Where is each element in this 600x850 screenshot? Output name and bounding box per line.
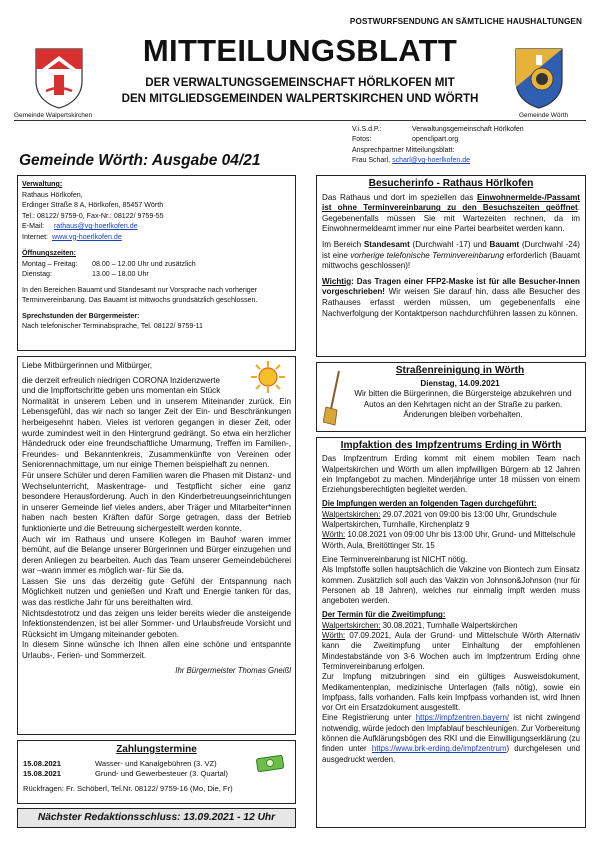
subtitle-line-2: DEN MITGLIEDSGEMEINDEN WALPERTSKIRCHEN UND WÖRTH — [121, 92, 479, 105]
broom-icon — [323, 369, 345, 431]
vaccination-location: Wörth: — [322, 631, 346, 641]
imprint-key: Ansprechpartner Mitteilungsblatt: — [352, 146, 455, 154]
letter-greeting: Liebe Mitbürgerinnen und Mitbürger, — [22, 361, 153, 370]
payment-date: 15.08.2021 — [23, 769, 62, 778]
letter-signature: Ihr Bürgermeister Thomas Gneißl — [175, 665, 291, 675]
vaccination-text: ist nicht zwingend notwendig, würde jedoch den Impfablauf beschleunigen. Zur Vorbereitung können die Aufklärungsbögen des RKI und die Einwilligungserklärung (zu finden unter — [322, 713, 580, 754]
administration-label: Verwaltung: — [22, 180, 63, 188]
hours-time: 08.00 – 12.00 Uhr und zusätzlich — [92, 259, 196, 268]
visitor-text-strong: Standesamt — [363, 239, 410, 249]
visitor-text: Wir weisen Sie darauf hin, dass alle Besucher des Rathauses erfasst werden müssen, um gegebenenfalls eine Nachverfolgung der Kontaktperson nachdurchführen lassen zu können. — [322, 287, 580, 318]
address-line: Rathaus Hörlkofen, — [22, 190, 83, 199]
vaccination-text: 07.09.2021, Aula der Grund- und Mittelschule Wörth Alternativ kann die Zweitimpfung unter Einhaltung der empfohlenen Mindestabstände von 3-6 Wochen auch im Impfzentrum Erding ohne Terminvereinbarung erfolgen. — [322, 631, 580, 671]
imprint-key: V.i.S.d.P.: — [352, 126, 382, 133]
payment-date: 15.08.2021 — [23, 759, 62, 768]
imprint-value: openclipart.org — [412, 136, 459, 144]
payment-contact: Rückfragen: Fr. Schöberl, Tel.Nr. 08122/ 9759-16 (Mo, Die, Fr) — [23, 784, 233, 793]
payment-title: Zahlungstermine — [116, 744, 197, 755]
mayor-hours-label: Sprechstunden der Bürgermeister: — [22, 311, 140, 320]
imprint-value: Verwaltungsgemeinschaft Hörlkofen — [412, 126, 524, 133]
letter-paragraph: Nichtsdestotrotz und das zeigen uns leider bereits wieder die ansteigende Infektionstendenzen, ist bei aller Sommer- und Urlaubsfreude Vorsicht und Rücksicht im Umgang miteinander geboten. — [22, 608, 291, 639]
issue-title: Gemeinde Wörth: Ausgabe 04/21 — [19, 152, 261, 169]
payment-text: Grund- und Gewerbesteuer (3. Quartal) — [95, 769, 228, 778]
visitor-text: erforderlich (Bauamt mittwochs geschlossen)! — [322, 250, 580, 271]
visitor-text: Das Rathaus und dort im speziellen das — [322, 192, 477, 202]
money-icon — [255, 753, 285, 778]
email-label: E-Mail: — [22, 222, 45, 230]
letter-paragraph: Für unsere Schüler und deren Familien waren die Phasen mit Distanz- und Wechselunterricht, Maskentrage- und Testpflicht sicher eine ganz besondere Herausforderung. Auch in den Kinderbetreuungseinrichtungen in unserer Gemeinde lief vieles anders, aber Träger und Mitarbeiter*innen haben nach besten Kräften dafür Sorge getragen, dass der Betrieb funktionierte und die Betreuung sichergestellt werden konnte. — [22, 470, 291, 533]
street-cleaning-title: Straßenreinigung in Wörth — [395, 365, 525, 376]
vaccination-location: Walpertskirchen: — [322, 620, 381, 630]
website-link[interactable]: www.vg-hoerlkofen.de — [51, 232, 122, 241]
payment-text: Wasser- und Kanalgebühren (3. VZ) — [95, 759, 217, 768]
vaccination-text: ) durchgelesen und ausgedruckt werden. — [322, 744, 581, 764]
subtitle-line-1: DER VERWALTUNGSGEMEINSCHAFT HÖRLKOFEN MIT — [145, 76, 455, 89]
hours-label: Öffnungszeiten: — [22, 249, 76, 257]
email-link[interactable]: rathaus@vg-hoerlkofen.de — [53, 222, 138, 230]
vaccination-heading: Der Termin für die Zweitimpfung: — [322, 610, 446, 620]
deadline-box: Nächster Redaktionsschluss: 13.09.2021 - 12 Uhr — [17, 808, 296, 828]
address-line: Erdinger Straße 8 A, Hörlkofen, 85457 Wörth — [22, 201, 164, 209]
visitor-text-strong: Wichtig — [322, 276, 352, 286]
imprint — [352, 125, 524, 167]
vaccination-text: Zur Impfung mitzubringen sind ein gültiges Ausweisdokument, Medikamentenplan, medizinische Unterlagen (falls nötig), sowie ein Impfpass, falls vorhanden. Falls kein Impfpass vorhanden ist, wird Ihnen vor Ort ein Ersatzdokument ausgestellt. — [322, 672, 580, 713]
vaccination-location: Walpertskirchen: — [322, 509, 381, 519]
vaccination-text: Eine Terminvereinbarung ist NICHT nötig. — [322, 554, 468, 564]
visitor-text: (Durchwahl -24) ist eine — [322, 239, 580, 260]
vaccination-text: Eine Registrierung unter — [322, 713, 416, 723]
mayor-letter-box — [17, 356, 296, 735]
page-title: MITTEILUNGSBLATT — [142, 33, 458, 68]
sun-icon — [247, 359, 289, 399]
phone-line: Tel.: 08122/ 9759-0, Fax-Nr.: 08122/ 9759-55 — [22, 211, 164, 220]
visitor-info-box — [316, 175, 586, 357]
imprint-key: Frau Scharl, — [352, 157, 391, 165]
vaccination-text: Als Impfstoffe sollen hauptsächlich die Vakzine von Biontech zum Einsatz kommen. Zusätzlich soll auch das Vakzin von Johnson&Johnson (nur für Personen ab 18 Jahren), welches nur einmalig impft werden muss angeboten werden. — [322, 565, 580, 606]
letter-paragraph: die derzeit erfreulich niedrigen CORONA Inzidenzwerte — [22, 375, 220, 385]
vaccination-box — [316, 437, 586, 828]
visitor-info-title: Besucherinfo - Rathaus Hörlkofen — [368, 178, 534, 189]
left-crest-caption: Gemeinde Walpertskirchen — [14, 112, 93, 119]
vaccination-title: Impfaktion des Impfzentrums Erding in Wörth — [340, 440, 562, 451]
appointment-note: In den Bereichen Bauamt und Standesamt nur Vorsprache nach vorheriger Terminvereinbarung. Das Bauamt ist mittwochs grundsätzlich geschlossen. — [22, 285, 258, 304]
street-cleaning-box — [316, 362, 586, 432]
impfzentren-link[interactable]: https://impfzentren.bayern/ — [415, 713, 510, 723]
imprint-key: Fotos: — [352, 136, 372, 144]
editor-email-link[interactable]: scharl@vg-hoerlkofen.de — [392, 157, 471, 165]
administration-box — [17, 175, 296, 351]
street-cleaning-date: Dienstag, 14.09.2021 — [420, 378, 500, 388]
vaccination-text: Das Impfzentrum Erding kommt mit einem mobilen Team nach Walpertskirchen und Wörth um allen impfwilligen Bürgern ab 12 Jahren ein Impfangebot zu machen. Minderjährige unter 18 müssen von einem Erziehungsberechtigten begleitet werden. — [322, 454, 580, 495]
right-crest-caption: Gemeinde Wörth — [519, 112, 569, 119]
street-cleaning-text: Wir bitten die Bürgerinnen, die Bürgersteige abzukehren und Autos an den Kehrtagen nicht an der Straße zu parken. Änderungen bleiben vorbehalten. — [354, 389, 572, 420]
hours-day: Montag – Freitag: — [22, 259, 78, 268]
vaccination-text: 30.08.2021, Turnhalle Walpertskirchen — [380, 620, 518, 630]
hours-time: 13.00 – 18.00 Uhr — [92, 270, 149, 278]
letter-paragraph: Lassen Sie uns das derzeitig gute Gefühl der Entspannung nach Möglichkeit nutzen und genießen und Kraft und Energie tanken für das, was das restliche Jahr für uns bereithalten wird. — [22, 576, 291, 608]
vaccination-text: 10.08.2021 von 09:00 Uhr bis 13:00 Uhr, Grund- und Mittelschule Wörth, Aula, Breitöttinger Str. 15 — [322, 530, 576, 550]
internet-label: Internet: — [22, 232, 49, 241]
visitor-text: Im Bereich — [322, 239, 364, 249]
letter-paragraph: und die Impffortschritte geben uns momentan ein Stück — [22, 386, 221, 396]
visitor-text-strong: Bauamt — [489, 239, 520, 249]
letter-paragraph: Normalität in unserem Leben und in unserem Miteinander zurück. Ein Lebensgefühl, das wir nach so langer Zeit der Ein- und Beschränkungen herbeigesehnt haben. Vieles ist verloren gegangen in dieser Zeit, oder wurde zumindest weit in den Hintergrund gedrängt. So etwa ein herzlicher Händedruck oder eine freundschaftliche Umarmung, Treffen im Familien-, Freundes- und Bekanntenkreis, Zusammenkünfte von Vereinen oder Seniorennachmittage, um nur einige Themen beispielhaft zu nennen. — [22, 396, 291, 470]
vaccination-location: Wörth: — [322, 530, 346, 540]
vaccination-text: 29.07.2021 von 09:00 bis 13:00 Uhr, Grundschule Walpertskirchen, Turnhalle, Kirchenplatz 9 — [322, 509, 557, 530]
mayor-hours-text: Nach telefonischer Terminabsprache, Tel. 08122/ 9759-11 — [22, 322, 204, 330]
visitor-text-italic: vorherige telefonische Terminvereinbarung — [350, 250, 504, 260]
hours-day: Dienstag: — [22, 270, 52, 278]
header-rule — [14, 120, 586, 121]
letter-paragraph: In diesem Sinne wünsche ich Ihnen allen eine schöne und entspannte Urlaubs-, Ferien- und Sommerzeit. — [22, 640, 291, 661]
visitor-text-strong: : Das Tragen einer FFP2-Maske ist für alle Besucher-Innen vorgeschrieben! — [322, 276, 580, 297]
vaccination-heading: Die Impfungen werden an folgenden Tagen durchgeführt: — [322, 499, 537, 509]
visitor-text: (Durchwahl -17) und — [409, 239, 490, 249]
letter-paragraph: Auch wir im Rathaus und unsere Kollegen im Bauhof waren immer bemüht, auf die Belange unserer Bürgerinnen und Bürger einzugehen und deren Anliegen zu bearbeiten. Auch das Team unserer Gemeindebücherei war –wann immer es möglich war- für Sie da. — [22, 534, 291, 576]
brk-erding-link[interactable]: https://www.brk-erding.de/impfzentrum — [371, 744, 507, 754]
top-note: POSTWURFSENDUNG AN SÄMTLICHE HAUSHALTUNGEN — [349, 17, 582, 26]
visitor-text: . Gegebenenfalls müssen Sie mit Wartezeiten rechnen, da im Einwohnermeldeamt immer nur eine Partei bearbeitet werden kann. — [322, 203, 580, 234]
payment-dates-box — [17, 740, 296, 804]
visitor-text-strong: Einwohnermelde-/Passamt ist ohne Terminvereinbarung zu den Besuchszeiten geöffnet — [322, 192, 580, 213]
